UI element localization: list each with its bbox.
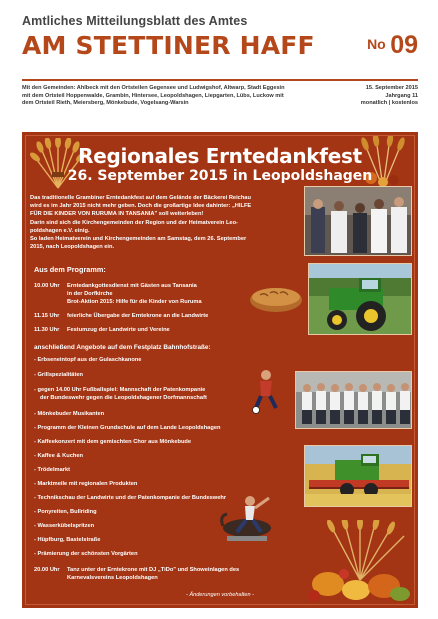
issue-volume: Jahrgang 11 (385, 92, 418, 99)
list-item: - Trödelmarkt (34, 467, 71, 473)
issue-frequency: monatlich | kostenlos (360, 100, 418, 107)
photo-bread (246, 280, 306, 316)
event-date-line: 26. September 2015 in Leopoldshagen (67, 168, 373, 184)
program-row: 11.15 Uhr feierliche Übergabe der Erntekrone an die Landwirte (34, 313, 209, 319)
issue-meta (361, 85, 418, 108)
list-item: - Kaffeekonzert mit dem gemischten Chor aus Mönkebude (34, 439, 192, 445)
masthead (22, 14, 418, 107)
event-flyer (22, 132, 418, 608)
program-row: 11.30 Uhr Festumzug der Landwirte und Vereine (34, 327, 170, 333)
list-item: - Ponyreiten, Bullriding (34, 509, 97, 515)
photo-group-guests (304, 186, 412, 256)
list-item: - Erbseneintopf aus der Gulaschkanone (34, 357, 142, 363)
list-item: - gegen 14.00 Uhr Fußballspiel: Mannschaft der Patenkompanie der Bundeswehr gegen die Leopoldshagener Dorfmannschaft (34, 387, 207, 401)
list-item: - Marktmeile mit regionalen Produkten (34, 481, 138, 487)
list-item: - Technikschau der Landwirte und der Patenkompanie der Bundeswehr (34, 495, 227, 501)
changes-reserved-note: - Änderungen vorbehalten - (185, 592, 255, 598)
program-row: 10.00 Uhr Erntedankgottesdienst mit Gästen aus Tansania in der Dorfkirche Brot-Aktion 2015: Hilfe für die Kinder von Ruruma (34, 283, 202, 305)
masthead-subtitle: Amtliches Mitteilungsblatt des Amtes (22, 14, 248, 28)
program-heading: Aus dem Programm: (34, 265, 106, 274)
member-towns: Mit den Gemeinden: Ahlbeck mit den Ortsteilen Gegensee und Ludwigshof, Altwarp, Stadt Eggesin mit dem Ortsteil Hoppenwalde, Grambin, Hintersee, Leopoldshagen, Liepgarten, Lübs, Luckow mit dem Ortsteil Rieth, Meiersberg, Mönkebude, Vogelsang-Warsin (22, 85, 285, 107)
list-item: - Programm der Kleinen Grundschule auf dem Lande Leopoldshagen (34, 425, 221, 431)
list-item: - Wasserkübelspritzen (34, 523, 95, 529)
masthead-divider (22, 79, 418, 81)
issue-number-badge (367, 31, 418, 60)
photo-football-player (246, 368, 282, 414)
list-item: - Hüpfburg, Bastelstraße (34, 537, 101, 543)
program-row-evening: 20.00 Uhr Tanz unter der Erntekrone mit DJ „TiDo" und Showeinlagen des Karnevalsvereins Leopoldshagen (34, 567, 240, 581)
issue-date: 15. September 2015 (365, 85, 418, 91)
photo-tractor (308, 263, 412, 335)
event-headline: Regionales Erntedankfest (78, 144, 362, 168)
photo-musicians (295, 371, 412, 429)
list-item: - Kaffee & Kuchen (34, 453, 83, 459)
photo-combine-harvester (304, 445, 412, 507)
list-item: - Prämierung der schönsten Vorgärten (34, 551, 138, 557)
offers-heading: anschließend Angebote auf dem Festplatz Bahnhofstraße: (34, 344, 211, 351)
issue-prefix: No (367, 36, 386, 52)
photo-harvest-still-life (300, 520, 412, 602)
list-item: - Grillspezialitäten (34, 372, 83, 378)
issue-number: 09 (390, 31, 418, 59)
event-intro: Das traditionelle Grambiner Erntedankfest auf dem Gelände der Bäckerei Reichau wird es im Jahr 2015 nicht mehr geben. Doch die großartige Idee dahinter: „HILFE FÜR DIE KINDER VON RURUMA IN TANSANIA" soll weiterleben! Darin sind sich die Kirchengemeinden der Region und der Heimatverein Leo- poldshagen e.V. einig. So laden Heimatverein und Kirchengemeinden am Samstag, dem 26. September 2015, nach Leopoldshagen ein. (30, 195, 252, 251)
masthead-title: AM STETTINER HAFF (22, 31, 315, 60)
list-item: - Mönkebuder Musikanten (34, 411, 105, 417)
